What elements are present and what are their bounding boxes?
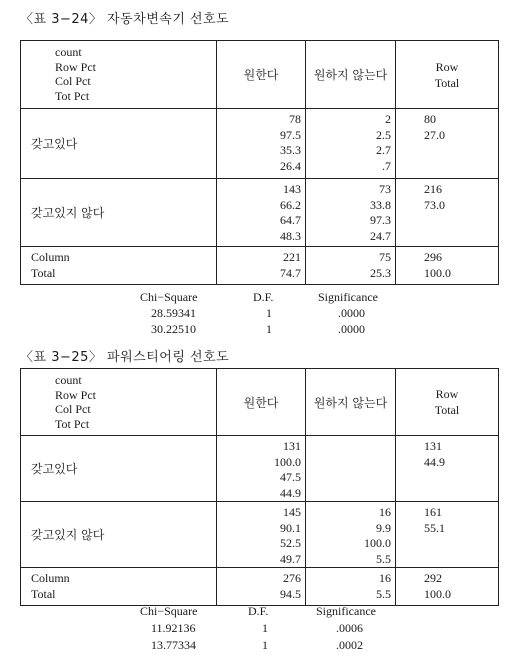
stub-label: count xyxy=(55,45,82,59)
column-header: 원하지 않는다 xyxy=(306,369,396,436)
cell-values xyxy=(217,436,306,502)
column-total-count: 16 xyxy=(379,571,391,585)
column-total-label xyxy=(21,568,217,606)
grand-total-count: 292 xyxy=(424,571,442,585)
crosstab-table xyxy=(20,368,499,606)
row-total-pct: 73.0 xyxy=(424,197,445,212)
df-value: 1 xyxy=(266,322,272,336)
cell-row-pct: 90.1 xyxy=(280,520,301,535)
cell-values xyxy=(306,436,396,502)
cell-values xyxy=(217,109,306,179)
column-total-pct: 5.5 xyxy=(376,586,391,601)
cell-count: 145 xyxy=(283,505,301,519)
chi-header: Chi−Square xyxy=(140,290,198,304)
cell-col-pct: 97.3 xyxy=(370,213,391,227)
cell-row-pct: 33.8 xyxy=(370,197,391,212)
row-total-values xyxy=(396,436,499,502)
cell-values xyxy=(217,502,306,568)
row-total-count: 131 xyxy=(424,439,442,453)
cell-row-pct: 66.2 xyxy=(280,197,301,212)
df-value: 1 xyxy=(266,306,272,320)
stub-header xyxy=(21,369,217,436)
header-row xyxy=(21,41,499,109)
chi-value: 28.59341 xyxy=(151,306,196,320)
cell-values xyxy=(306,109,396,179)
grand-total-pct: 100.0 xyxy=(424,586,451,601)
cell-col-pct: 47.5 xyxy=(280,470,301,484)
cell-tot-pct: 49.7 xyxy=(280,551,301,566)
stub-header xyxy=(21,41,217,109)
row-total-label: Total xyxy=(434,75,460,90)
column-header: 원하지 않는다 xyxy=(306,41,396,109)
cell-col-pct: 100.0 xyxy=(364,536,391,550)
column-total-pct: 74.7 xyxy=(280,265,301,280)
cell-values xyxy=(217,179,306,247)
cell-tot-pct: .7 xyxy=(382,158,391,173)
column-total-label-text: Column xyxy=(31,571,70,585)
column-total-count: 276 xyxy=(283,571,301,585)
header-row xyxy=(21,369,499,436)
column-total-values xyxy=(306,247,396,285)
row-total-pct: 55.1 xyxy=(424,520,445,535)
cell-values xyxy=(306,179,396,247)
stub-label: Row Pct xyxy=(55,387,97,402)
cell-row-pct: 97.5 xyxy=(280,127,301,142)
crosstab-table xyxy=(20,40,499,285)
cell-values xyxy=(306,502,396,568)
column-total-values xyxy=(306,568,396,606)
row-total-values xyxy=(396,109,499,179)
cell-col-pct: 52.5 xyxy=(280,536,301,550)
cell-tot-pct: 44.9 xyxy=(280,485,301,500)
table-row xyxy=(21,109,499,179)
row-label: 갖고있지 않다 xyxy=(21,502,217,568)
table-caption: 〈표 3−24〉 자동차변속기 선호도 xyxy=(20,12,230,27)
grand-total-values xyxy=(396,568,499,606)
df-header: D.F. xyxy=(248,604,269,618)
df-header: D.F. xyxy=(253,290,274,304)
significance-value: .0000 xyxy=(338,306,365,320)
cell-col-pct: 2.7 xyxy=(376,143,391,157)
row-label: 갖고있지 않다 xyxy=(21,179,217,247)
df-value: 1 xyxy=(262,638,268,652)
row-total-values xyxy=(396,502,499,568)
cell-row-pct: 9.9 xyxy=(376,520,391,535)
chi-header: Chi−Square xyxy=(140,604,198,618)
stub-label: Tot Pct xyxy=(55,416,90,431)
column-total-row xyxy=(21,568,499,606)
chi-square-block xyxy=(0,290,510,340)
column-total-label xyxy=(21,247,217,285)
column-total-count: 75 xyxy=(379,250,391,264)
row-total-count: 80 xyxy=(424,112,436,126)
column-total-values xyxy=(217,247,306,285)
table-row xyxy=(21,436,499,502)
table-caption: 〈표 3−25〉 파워스티어링 선호도 xyxy=(20,350,230,365)
grand-total-values xyxy=(396,247,499,285)
cell-row-pct: 2.5 xyxy=(376,127,391,142)
row-total-label: Total xyxy=(434,403,460,417)
column-total-label-text: Total xyxy=(31,586,56,601)
significance-header: Significance xyxy=(316,604,376,618)
row-total-header xyxy=(396,41,499,109)
chi-value: 11.92136 xyxy=(151,621,196,635)
cell-count: 2 xyxy=(385,112,391,126)
cell-count: 73 xyxy=(379,182,391,196)
chi-value: 30.22510 xyxy=(151,322,196,336)
row-label: 갖고있다 xyxy=(21,109,217,179)
column-total-row xyxy=(21,247,499,285)
cell-count: 16 xyxy=(379,505,391,519)
column-total-pct: 94.5 xyxy=(280,586,301,601)
column-total-count: 221 xyxy=(283,250,301,264)
row-total-header xyxy=(396,369,499,436)
column-header: 원한다 xyxy=(217,369,306,436)
grand-total-pct: 100.0 xyxy=(424,265,451,280)
table-row xyxy=(21,502,499,568)
significance-header: Significance xyxy=(318,290,378,304)
column-total-label-text: Total xyxy=(31,265,56,280)
cell-tot-pct: 5.5 xyxy=(376,551,391,566)
row-total-values xyxy=(396,179,499,247)
column-total-values xyxy=(217,568,306,606)
stub-label: Col Pct xyxy=(55,402,91,416)
row-label: 갖고있다 xyxy=(21,436,217,502)
row-total-pct: 27.0 xyxy=(424,127,445,142)
cell-col-pct: 64.7 xyxy=(280,213,301,227)
cell-tot-pct: 24.7 xyxy=(370,228,391,243)
cell-tot-pct: 26.4 xyxy=(280,158,301,173)
cell-col-pct: 35.3 xyxy=(280,143,301,157)
cell-count: 131 xyxy=(283,439,301,453)
row-total-pct: 44.9 xyxy=(424,454,445,469)
chi-square-block xyxy=(0,604,510,658)
significance-value: .0002 xyxy=(336,638,363,652)
row-total-count: 161 xyxy=(424,505,442,519)
stub-label: Row Pct xyxy=(55,59,97,74)
table-row xyxy=(21,179,499,247)
stub-label: count xyxy=(55,373,82,387)
significance-value: .0000 xyxy=(338,322,365,336)
chi-value: 13.77334 xyxy=(151,638,196,652)
cell-count: 143 xyxy=(283,182,301,196)
row-total-label: Row xyxy=(435,59,459,74)
stub-label: Tot Pct xyxy=(55,88,90,103)
stub-label: Col Pct xyxy=(55,74,91,88)
df-value: 1 xyxy=(262,621,268,635)
cell-row-pct: 100.0 xyxy=(274,454,301,469)
cell-count: 78 xyxy=(289,112,301,126)
column-header: 원한다 xyxy=(217,41,306,109)
grand-total-count: 296 xyxy=(424,250,442,264)
column-total-pct: 25.3 xyxy=(370,265,391,280)
row-total-count: 216 xyxy=(424,182,442,196)
column-total-label-text: Column xyxy=(31,250,70,264)
row-total-label: Row xyxy=(435,387,459,401)
cell-tot-pct: 48.3 xyxy=(280,228,301,243)
significance-value: .0006 xyxy=(336,621,363,635)
